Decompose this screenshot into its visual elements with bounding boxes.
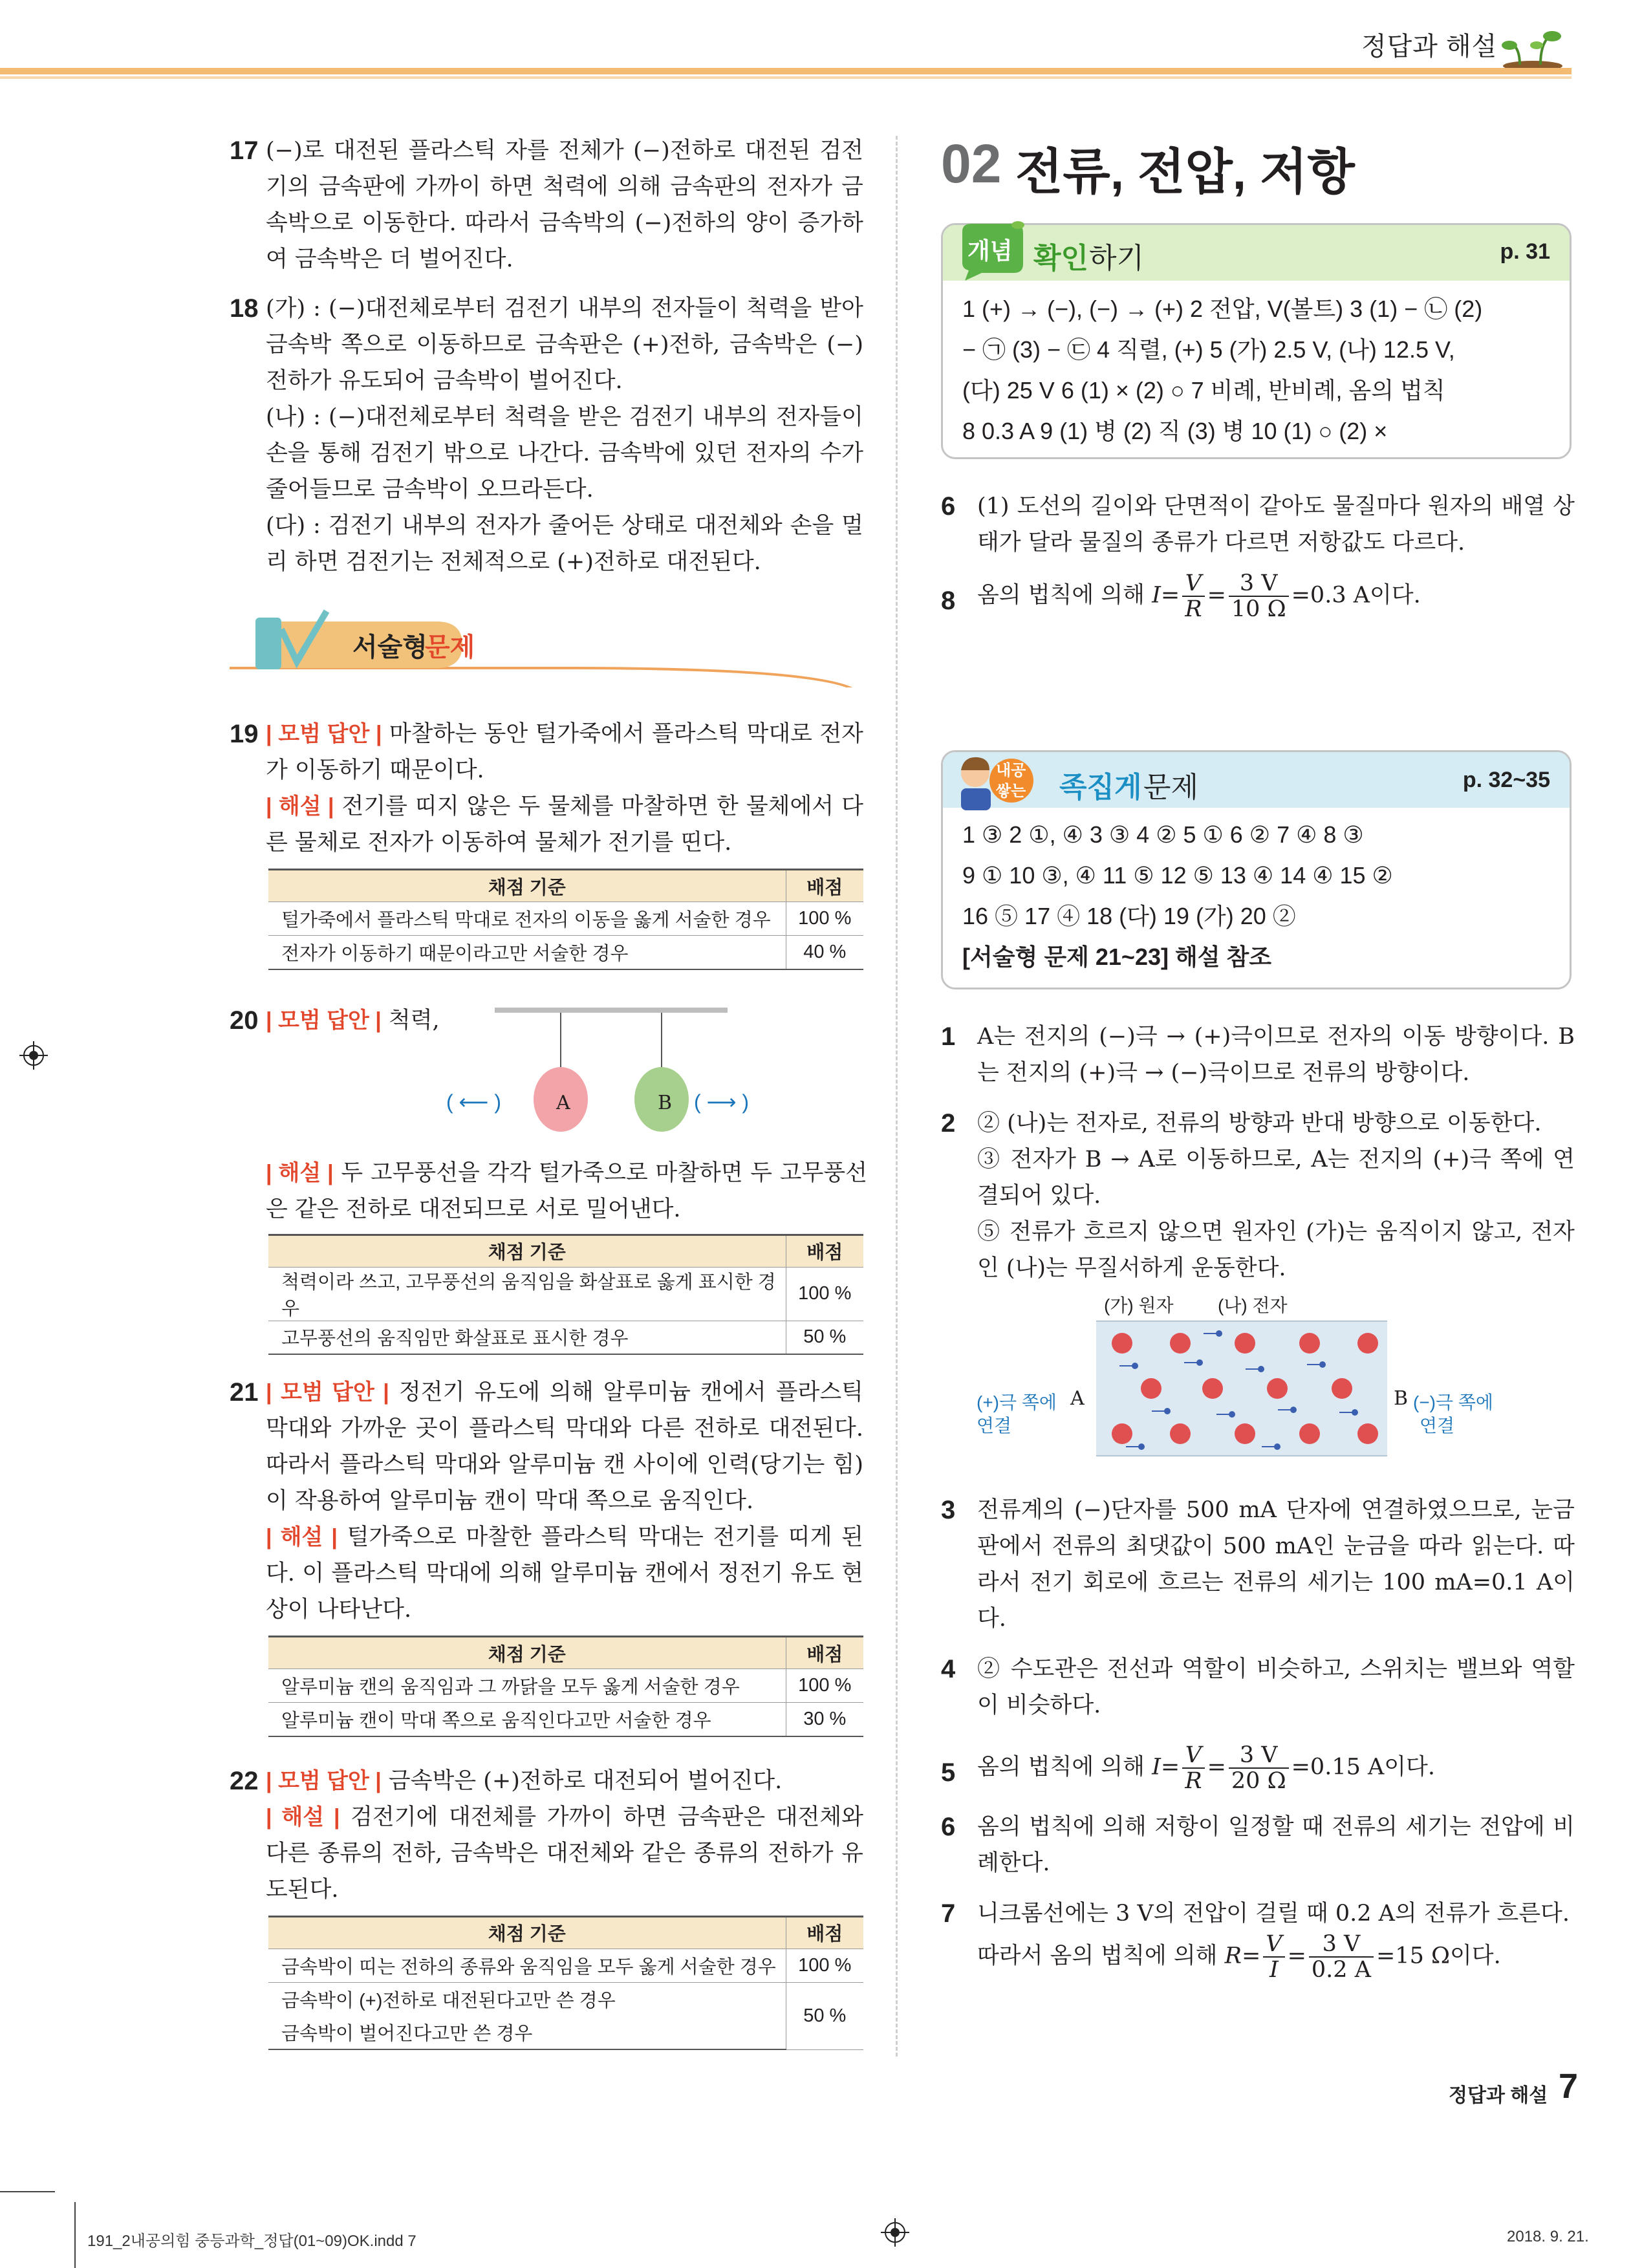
concept-badge-label: 개념 [967, 237, 1013, 264]
crit-cell: 알루미늄 캔이 막대 쪽으로 움직인다고만 서술한 경우 [268, 1703, 786, 1736]
frac-den: I [1269, 1957, 1279, 1983]
essay-banner [230, 603, 863, 687]
arrow-right: ( ⟶ ) [694, 1090, 749, 1114]
explanation-label: 해설 [278, 794, 321, 819]
answer-text: (가) : (−)대전체로부터 검전기 내부의 전자들이 척력을 받아 금속박 쪽으로 이동하므로 금속판은 (+)전하, 금속박은 (−)전하가 유도되어 금속박이 벌어진다. [266, 296, 863, 394]
crit-cell: 금속박이 띠는 전하의 종류와 움직임을 모두 옳게 서술한 경우 [268, 1949, 786, 1982]
crit-cell: 털가죽에서 플라스틱 막대로 전자의 이동을 옳게 서술한 경우 [268, 902, 786, 936]
quiz-explain-3 [941, 1492, 1575, 1637]
header-title: 정답과 해설 [1361, 32, 1498, 61]
explain-text: =15 Ω이다. [1376, 1943, 1501, 1969]
score-cell: 30 % [786, 1703, 863, 1736]
crit-cell: 고무풍선의 움직임만 화살표로 표시한 경우 [268, 1321, 786, 1354]
header-bar-line [0, 76, 1572, 79]
fig-right-label1: (−)극 쪽에 [1413, 1392, 1493, 1412]
score-cell: 100 % [786, 902, 863, 936]
explain-text: 따라서 옴의 법칙에 의해 [977, 1943, 1225, 1969]
essay-banner-word1: 서술형 [352, 633, 427, 662]
fraction-values [1309, 1932, 1374, 1982]
page-label: 정답과 해설 [1449, 2085, 1548, 2106]
model-answer-tag: | 모범 답안 | [266, 1380, 389, 1405]
quiz-title-a: 족집게 [1059, 772, 1142, 803]
question-number: 17 [230, 136, 259, 165]
score-header: 배점 [786, 1916, 863, 1949]
explain-text: 전류계의 (−)단자를 500 mA 단자에 연결하였으므로, 눈금판에서 전류의 최댓값이 500 mA인 눈금을 따라 읽는다. 따라서 전기 회로에 흐르는 전류의 세기는 100 mA=0.1 A이다. [977, 1497, 1575, 1632]
concept-explanations [941, 488, 1575, 621]
answer-text: (−)로 대전된 플라스틱 자를 전체가 (−)전하로 대전된 검전기의 금속판에 가까이 하면 척력에 의해 금속판의 전자가 금속박으로 이동한다. 따라서 금속박의 (−)전하의 양이 증가하여 금속박은 더 벌어진다. [266, 138, 863, 272]
explanation-text: 전기를 띠지 않은 두 물체를 마찰하면 한 물체에서 다른 물체로 전자가 이동하여 물체가 전기를 띤다. [266, 794, 863, 856]
explain-text: =0.3 A이다. [1291, 582, 1421, 609]
concept-check-box [941, 223, 1572, 459]
concept-explain-6 [941, 488, 1575, 561]
quiz-explain-2 [941, 1105, 1575, 1286]
explain-text: ② 수도관은 전선과 역할이 비슷하고, 스위치는 밸브와 역할이 비슷하다. [977, 1656, 1575, 1718]
item-number: 5 [941, 1758, 956, 1787]
answer-text: 정전기 유도에 의해 알루미늄 캔에서 플라스틱 막대와 가까운 곳이 플라스틱 막대와 다른 전하로 대전된다. 따라서 플라스틱 막대와 알루미늄 캔 사이에 인력(당기는 힘)이 작용하여 알루미늄 캔이 막대 쪽으로 움직인다. [266, 1379, 863, 1514]
model-answer-tag: | 모범 답안 | [266, 722, 382, 746]
question-22 [230, 1763, 863, 1908]
frac-num: 3 V [1229, 1743, 1289, 1769]
score-cell: 40 % [786, 936, 863, 969]
crit-cell: 알루미늄 캔의 움직임과 그 까닭을 모두 옳게 서술한 경우 [268, 1669, 786, 1703]
question-number: 19 [230, 720, 259, 748]
essay-banner-word2: 문제 [425, 633, 475, 662]
question-number: 18 [230, 294, 259, 323]
item-number: 6 [941, 492, 956, 521]
frac-den: 20 Ω [1231, 1768, 1286, 1794]
score-header: 배점 [786, 1235, 863, 1267]
explain-text: =0.15 A이다. [1291, 1754, 1435, 1780]
section-title: 전류, 전압, 저항 [1015, 145, 1355, 200]
quiz-answer-line: 9 ① 10 ③, ④ 11 ⑤ 12 ⑤ 13 ④ 14 ④ 15 ② [962, 862, 1393, 889]
explanation-tag: | 해설 | [266, 1160, 334, 1185]
score-cell: 100 % [786, 1669, 863, 1703]
explanation-label: 해설 [281, 1804, 325, 1830]
frac-den: 10 Ω [1231, 596, 1286, 622]
concept-title-b: 하기 [1089, 243, 1145, 274]
answer-text: 마찰하는 동안 털가죽에서 플라스틱 막대로 전자가 이동하기 때문이다. [266, 721, 863, 783]
quiz-explain-7: 7 니크롬선에는 3 V의 전압이 걸릴 때 0.2 A의 전류가 흐른다. 따라서 옴의 법칙에 의해 R= $\frac{V}{I}$ = $\frac{3 V}{0.2 A}$ =15 Ω이다. [941, 1895, 1575, 1982]
item-number: 2 [941, 1109, 956, 1138]
model-answer-tag: | 모범 답안 | [266, 1008, 382, 1033]
left-column [230, 133, 867, 2050]
frac-num: V [1263, 1932, 1284, 1958]
fig-left-a: A [1070, 1387, 1085, 1410]
question-21 [230, 1374, 863, 1628]
explain-text: ② (나)는 전자로, 전류의 방향과 반대 방향으로 이동한다. [977, 1110, 1542, 1136]
scoring-table-20 [268, 1234, 863, 1355]
essay-banner-graphic [230, 603, 870, 687]
explain-text: 옴의 법칙에 의해 [977, 582, 1152, 609]
frac-den: R [1185, 596, 1202, 622]
model-answer-tag: | 모범 답안 | [266, 1768, 382, 1793]
footer-filename: 191_2내공의힘 중등과학_정답(01~09)OK.indd 7 [87, 2232, 416, 2250]
fig-right-label2: 연결 [1420, 1416, 1455, 1436]
arrow-left: ( ⟵ ) [446, 1090, 501, 1114]
crit-cell: 전자가 이동하기 때문이라고만 서술한 경우 [268, 936, 786, 969]
explanation-text: 털가죽으로 마찰한 플라스틱 막대는 전기를 띠게 된다. 이 플라스틱 막대에 의해 알루미늄 캔에서 정전기 유도 현상이 나타난다. [266, 1524, 863, 1623]
fig-right-b: B [1394, 1387, 1409, 1410]
crop-mark [74, 2202, 76, 2268]
item-number: 8 [941, 587, 956, 615]
wire-diagram [1096, 1321, 1387, 1456]
item-number: 6 [941, 1813, 956, 1841]
quiz-explain-1 [941, 1019, 1575, 1091]
score-cell: 100 % [786, 1267, 863, 1321]
crop-mark [0, 2191, 55, 2192]
question-number: 20 [230, 1006, 259, 1035]
score-header: 배점 [786, 870, 863, 902]
var-i: I [1152, 1754, 1161, 1780]
concept-answers [962, 288, 1564, 451]
score-cell: 50 % [786, 1321, 863, 1354]
fraction-v-over-r [1182, 1743, 1204, 1793]
footer-date: 2018. 9. 21. [1507, 2228, 1589, 2245]
explanation-tag: | 해설 | [266, 1525, 338, 1550]
balloon-b-label: B [658, 1091, 673, 1114]
quiz-badge-line1: 내공 [996, 762, 1026, 779]
explain-text: A는 전지의 (−)극 → (+)극이므로 전자의 이동 방향이다. B는 전지의 (+)극 → (−)극이므로 전류의 방향이다. [977, 1024, 1575, 1086]
quiz-answer-line: 16 ⑤ 17 ④ 18 (다) 19 (가) 20 ② [962, 903, 1296, 929]
page-number: 7 [1559, 2067, 1579, 2106]
balloon-a-label: A [556, 1091, 570, 1114]
crit-header: 채점 기준 [268, 1916, 786, 1949]
wire-figure [941, 1291, 1575, 1485]
concept-answer-line: 8 0.3 A 9 (1) 병 (2) 직 (3) 병 10 (1) ○ (2) × [962, 418, 1388, 444]
explain-text: (1) 도선의 길이와 단면적이 같아도 물질마다 원자의 배열 상태가 달라 물질의 종류가 다르면 저항값도 다르다. [977, 493, 1575, 556]
answer-text: 금속박은 (+)전하로 대전되어 벌어진다. [388, 1767, 783, 1794]
answer-text: (나) : (−)대전체로부터 척력을 받은 검전기 내부의 전자들이 손을 통해 검전기 밖으로 나간다. 금속박에 있던 전자의 수가 줄어들므로 금속박이 오므라든다. [266, 404, 863, 502]
fig-electron-label: (나) 전자 [1218, 1295, 1288, 1315]
explanation-text: 검전기에 대전체를 가까이 하면 금속판은 대전체와 다른 종류의 전하, 금속박은 대전체와 같은 종류의 전하가 유도된다. [266, 1804, 863, 1903]
question-number: 22 [230, 1766, 259, 1795]
registration-mark-icon [19, 1041, 48, 1070]
score-cell: 100 % [786, 1949, 863, 1982]
quiz-title-b: 문제 [1143, 772, 1199, 803]
fraction-values [1229, 571, 1289, 621]
fig-left-label2: 연결 [977, 1416, 1012, 1436]
question-18 [230, 290, 863, 580]
quiz-answers [962, 814, 1564, 977]
quiz-explain-4 [941, 1651, 1575, 1723]
fraction-values [1229, 1743, 1289, 1793]
explanation-tag: | 해설 | [266, 1804, 340, 1830]
question-20 [230, 1002, 867, 1222]
question-19 [230, 716, 863, 861]
fraction-v-over-i [1263, 1932, 1284, 1982]
crit-header: 채점 기준 [268, 1235, 786, 1267]
var-r: R [1224, 1943, 1242, 1969]
model-answer-label: 모범 답안 [278, 722, 370, 746]
question-number: 21 [230, 1378, 259, 1407]
concept-answer-line: 1 (+) → (−), (−) → (+) 2 전압, V(볼트) 3 (1) − ㉡ (2) [962, 296, 1483, 322]
scoring-table-19 [268, 869, 863, 970]
explain-text: 옴의 법칙에 의해 저항이 일정할 때 전류의 세기는 전압에 비례한다. [977, 1814, 1575, 1876]
answer-text: 척력, [388, 1007, 440, 1033]
explain-text: ⑤ 전류가 흐르지 않으면 원자인 (가)는 움직이지 않고, 전자인 (나)는 무질서하게 운동한다. [977, 1219, 1575, 1281]
balloon-figure [495, 1002, 728, 1145]
crit-header: 채점 기준 [268, 1637, 786, 1669]
crit-cell: 금속박이 벌어진다고만 쓴 경우 [268, 2016, 786, 2049]
quiz-explain-5: 5 옴의 법칙에 의해 I= $\frac{V}{R}$ = $\frac{3 V}{20 \Omega}$ =0.15 A이다. [941, 1742, 1435, 1794]
column-divider [896, 136, 898, 2057]
crit-cell: 금속박이 (+)전하로 대전된다고만 쓴 경우 [281, 1990, 616, 2011]
model-answer-label: 모범 답안 [277, 1768, 369, 1793]
explanation-tag: | 해설 | [266, 794, 334, 819]
frac-den: 0.2 A [1311, 1957, 1371, 1983]
fig-atom-label: (가) 원자 [1104, 1295, 1174, 1315]
question-17 [230, 133, 863, 277]
answer-text: (다) : 검전기 내부의 전자가 줄어든 상태로 대전체와 손을 멀리 하면 검전기는 전체적으로 (+)전하로 대전된다. [266, 513, 863, 575]
model-answer-label: 모범 답안 [280, 1380, 374, 1405]
quiz-answer-line: 1 ③ 2 ①, ④ 3 ③ 4 ② 5 ① 6 ② 7 ④ 8 ③ [962, 821, 1364, 848]
registration-mark-icon [881, 2218, 909, 2247]
explain-text: 옴의 법칙에 의해 [977, 1754, 1152, 1780]
explanation-label: 해설 [280, 1525, 323, 1550]
score-cell: 50 % [786, 1982, 863, 2049]
concept-title-a: 확인 [1033, 243, 1089, 274]
quiz-page-ref: p. 32~35 [1462, 768, 1550, 792]
quiz-explain-6 [941, 1809, 1575, 1881]
header-bar [0, 68, 1572, 74]
frac-num: 3 V [1229, 571, 1289, 597]
explanation-text: 두 고무풍선을 각각 털가죽으로 마찰하면 두 고무풍선은 같은 전하로 대전되므로 서로 밀어낸다. [266, 1160, 867, 1222]
frac-num: V [1182, 571, 1204, 597]
concept-answer-line: − ㉠ (3) − ㉢ 4 직렬, (+) 5 (가) 2.5 V, (나) 12.5 V, [962, 336, 1455, 363]
concept-page-ref: p. 31 [1500, 239, 1550, 264]
var-i: I [1152, 582, 1161, 609]
quiz-box [941, 750, 1572, 989]
fig-left-label1: (+)극 쪽에 [977, 1392, 1057, 1412]
fraction-v-over-r [1182, 571, 1204, 621]
scoring-table-22 [268, 1916, 863, 2051]
item-number: 4 [941, 1655, 956, 1683]
item-number: 3 [941, 1496, 956, 1524]
explain-text: ③ 전자가 B → A로 이동하므로, A는 전지의 (+)극 쪽에 연결되어 있다. [977, 1147, 1575, 1209]
frac-den: R [1185, 1768, 1202, 1794]
score-header: 배점 [786, 1637, 863, 1669]
quiz-answer-line: [서술형 문제 21~23] 해설 참조 [962, 944, 1272, 970]
concept-answer-line: (다) 25 V 6 (1) × (2) ○ 7 비례, 반비례, 옴의 법칙 [962, 377, 1445, 404]
crit-header: 채점 기준 [268, 870, 786, 902]
model-answer-label: 모범 답안 [277, 1008, 369, 1033]
item-number: 1 [941, 1022, 956, 1051]
quiz-badge-line2: 쌓는 [996, 783, 1026, 800]
explain-text: 니크롬선에는 3 V의 전압이 걸릴 때 0.2 A의 전류가 흐른다. [977, 1901, 1570, 1927]
item-number: 7 [941, 1899, 956, 1928]
scoring-table-21 [268, 1636, 863, 1737]
sprout-icon [1500, 26, 1565, 71]
frac-num: V [1182, 1743, 1204, 1769]
section-number: 02 [941, 133, 1002, 194]
quiz-explanations [941, 1019, 1575, 1982]
explanation-label: 해설 [278, 1160, 321, 1185]
frac-num: 3 V [1309, 1932, 1374, 1958]
concept-explain-8: 8 옴의 법칙에 의해 I= $\frac{V}{R}$ = $\frac{3 V}{10 \Omega}$ =0.3 A이다. [941, 570, 1421, 622]
crit-cell: 척력이라 쓰고, 고무풍선의 움직임을 화살표로 옳게 표시한 경우 [268, 1267, 786, 1321]
